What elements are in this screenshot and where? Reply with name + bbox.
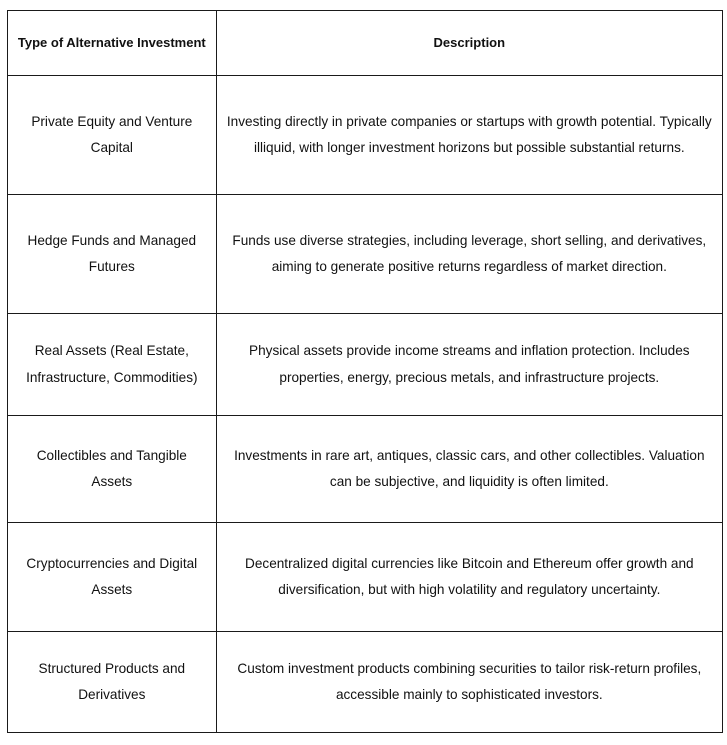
investment-type-cell: Cryptocurrencies and Digital Assets [8,523,217,632]
alternative-investments-table [7,10,723,733]
description-cell: Custom investment products combining securities to tailor risk-return profiles, accessible mainly to sophisticated investors. [216,632,722,733]
table-row [8,76,723,195]
table-row [8,523,723,632]
table-row [8,195,723,314]
investment-type-cell: Private Equity and Venture Capital [8,76,217,195]
table-row [8,416,723,523]
investment-type-cell: Real Assets (Real Estate, Infrastructure, Commodities) [8,314,217,416]
investment-type-cell: Structured Products and Derivatives [8,632,217,733]
table-row [8,632,723,733]
table-row [8,314,723,416]
description-cell: Funds use diverse strategies, including leverage, short selling, and derivatives, aiming to generate positive returns regardless of market direction. [216,195,722,314]
investment-type-cell: Hedge Funds and Managed Futures [8,195,217,314]
table-header-row [8,11,723,76]
description-cell: Investing directly in private companies or startups with growth potential. Typically illiquid, with longer investment horizons but possible substantial returns. [216,76,722,195]
description-cell: Decentralized digital currencies like Bitcoin and Ethereum offer growth and diversification, but with high volatility and regulatory uncertainty. [216,523,722,632]
header-description: Description [216,11,722,76]
description-cell: Physical assets provide income streams and inflation protection. Includes properties, energy, precious metals, and infrastructure projects. [216,314,722,416]
header-type: Type of Alternative Investment [8,11,217,76]
investment-type-cell: Collectibles and Tangible Assets [8,416,217,523]
description-cell: Investments in rare art, antiques, classic cars, and other collectibles. Valuation can be subjective, and liquidity is often limited. [216,416,722,523]
